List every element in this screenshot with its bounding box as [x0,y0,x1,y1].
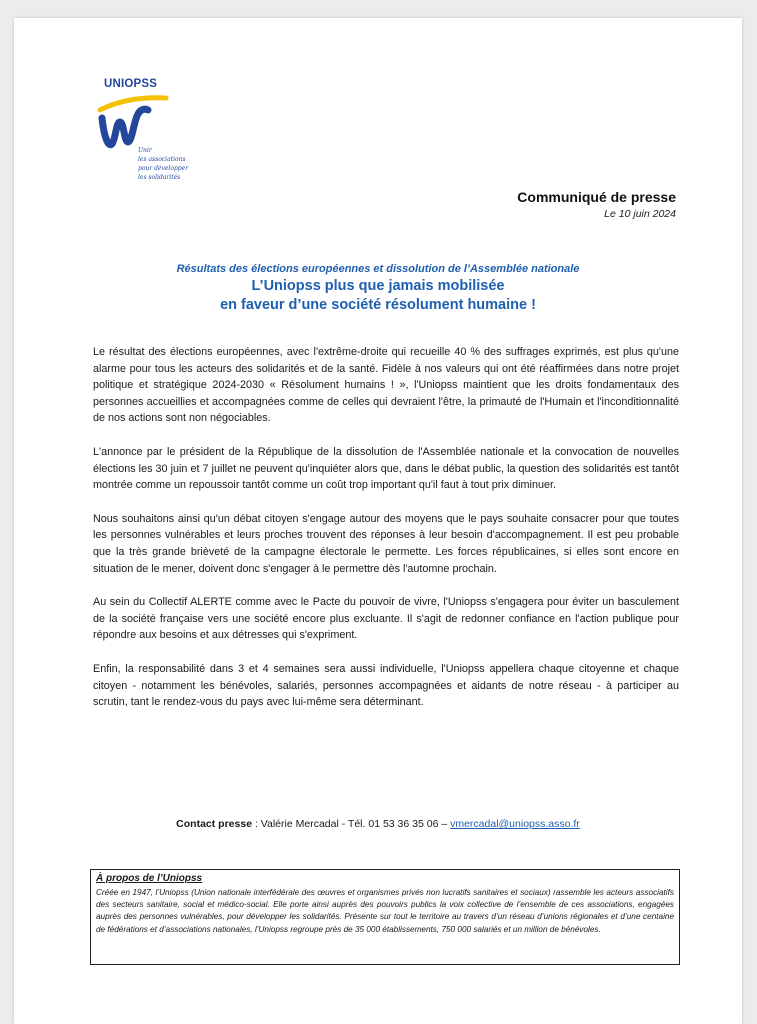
logo-emblem-icon [94,92,172,152]
paragraph-5: Enfin, la responsabilité dans 3 et 4 semaines sera aussi individuelle, l'Uniopss appellera chaque citoyenne et chaque citoyen - notamment les bénévoles, salariés, personnes accompagnées et aidants de notre réseau - à participer au scrutin, tant le rendez-vous du pays avec lui-même sera déterminant. [93,662,679,709]
about-text: Créée en 1947, l’Uniopss (Union nationale interfédérale des œuvres et organismes privés non lucratifs sanitaires et sociaux) rassemble les acteurs associatifs des secteurs sanitaire, social et médico-social. Elle porte ainsi auprès des pouvoirs publics la voix collective de l’ensemble de ces associations, engagées auprès des personnes vulnérables, pour développer les solidarités. Présente sur tout le territoire au travers d’un réseau d’unions régionales et d’une centaine de fédérations et d’associations nationales, l’Uniopss regroupe près de 35 000 établissements, 750 000 salariés et un million de bénévoles. [96,888,674,934]
headline-kicker: Résultats des élections européennes et dissolution de l’Assemblée nationale [176,263,580,275]
headline [14,263,742,313]
about-title: À propos de l’Uniopss [96,873,203,884]
contact-email-link[interactable]: vmercadal@uniopss.asso.fr [450,818,580,830]
document-page [14,18,742,1024]
logo-tagline: Unir les associations pour développer les solidarités [138,147,189,181]
logo-wordmark: UNIOPSS [104,78,158,90]
contact-details: : Valérie Mercadal - Tél. 01 53 36 35 06 – [252,818,451,830]
contact-label: Contact presse [176,818,253,830]
headline-title-line-1: L’Uniopss plus que jamais mobilisée [251,278,505,294]
about-box [90,869,680,965]
press-contact [14,818,742,830]
article-body [93,344,679,728]
paragraph-1: Le résultat des élections européennes, avec l'extrême-droite qui recueille 40 % des suffrages exprimés, est plus qu'une alarme pour tous les acteurs des solidarités et de la santé. Fidèle à nos valeurs qui ont été réaffirmées dans notre projet politique et stratégique 2024-2030 « Résolument humains ! », l'Uniopss maintient que les droits fondamentaux des personnes accueillies et accompagnées comme de celles qui devraient l'être, la primauté de l'Humain et l'inconditionnalité de nos actions sont non négociables. [93,346,679,425]
press-release-date: Le 10 juin 2024 [604,208,676,220]
uniopss-logo [94,78,189,198]
press-header [517,189,676,220]
press-release-title: Communiqué de presse [517,189,676,205]
paragraph-2: L'annonce par le président de la République de la dissolution de l'Assemblée nationale et la convocation de nouvelles élections les 30 juin et 7 juillet ne peuvent qu'inquiéter alors que, dans le débat public, la question des solidarités est tantôt montrée comme un repoussoir tantôt comme un coût trop important qu'il faut à tout prix diminuer. [93,445,679,492]
headline-title-line-2: en faveur d’une société résolument humaine ! [220,297,536,313]
paragraph-4: Au sein du Collectif ALERTE comme avec le Pacte du pouvoir de vivre, l'Uniopss s'engagera pour éviter un basculement de la société française vers une société encore plus excluante. Il s'agit de redonner confiance en l'action publique pour répondre aux besoins et aux détresses qui s'expriment. [93,596,679,642]
paragraph-3: Nous souhaitons ainsi qu'un débat citoyen s'engage autour des moyens que le pays souhaite consacrer pour que toutes les personnes vulnérables et leurs proches trouvent des réponses à leur besoin d'accompagnement. Il est peu probable que la très grande brièveté de la campagne électorale le permette. Les forces républicaines, si elles sont encore en situation de le mener, doivent donc s'engager à le permettre dès l'automne prochain. [93,512,679,575]
